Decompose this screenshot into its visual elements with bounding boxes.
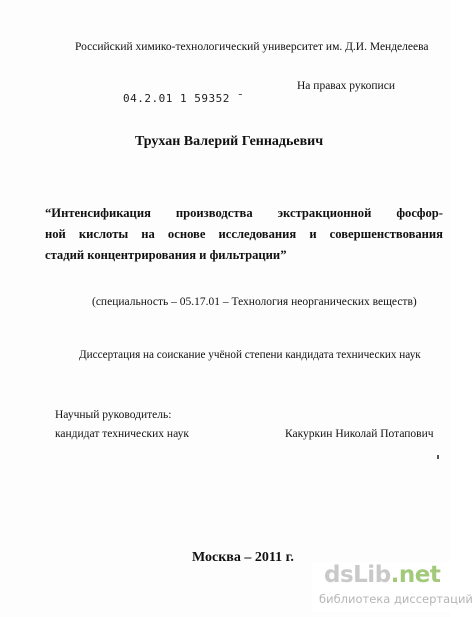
watermark-logo-tld: .net bbox=[390, 562, 441, 588]
manuscript-note: На правах рукописи bbox=[297, 80, 395, 92]
title-line-1: “Интенсификация производства экстракционной фосфор- bbox=[45, 206, 443, 220]
author-name: Трухан Валерий Геннадьевич bbox=[135, 134, 324, 149]
title-line-3: стадий концентрирования и фильтрации” bbox=[45, 248, 287, 262]
scan-mark bbox=[437, 455, 439, 459]
supervisor-label: Научный руководитель: bbox=[55, 409, 172, 421]
city-year: Москва – 2011 г. bbox=[192, 550, 294, 565]
supervisor-name: Какуркин Николай Потапович bbox=[285, 428, 434, 440]
title-line-2: ной кислоты на основе исследования и совершенствования bbox=[45, 227, 443, 241]
supervisor-degree: кандидат технических наук bbox=[55, 428, 189, 440]
degree-statement: Диссертация на соискание учёной степени кандидата технических наук bbox=[79, 349, 421, 361]
watermark-logo bbox=[324, 562, 440, 588]
registration-stamp: 04.2.01 1 59352 ˉ bbox=[123, 92, 245, 105]
dissertation-title bbox=[45, 203, 443, 266]
watermark-logo-main: dsLib bbox=[324, 562, 391, 588]
watermark-subtitle: библиотека диссертаций bbox=[319, 592, 473, 606]
watermark bbox=[312, 562, 473, 612]
university-name: Российский химико-технологический университет им. Д.И. Менделеева bbox=[75, 41, 429, 53]
specialty-code: (специальность – 05.17.01 – Технология неорганических веществ) bbox=[92, 296, 417, 308]
